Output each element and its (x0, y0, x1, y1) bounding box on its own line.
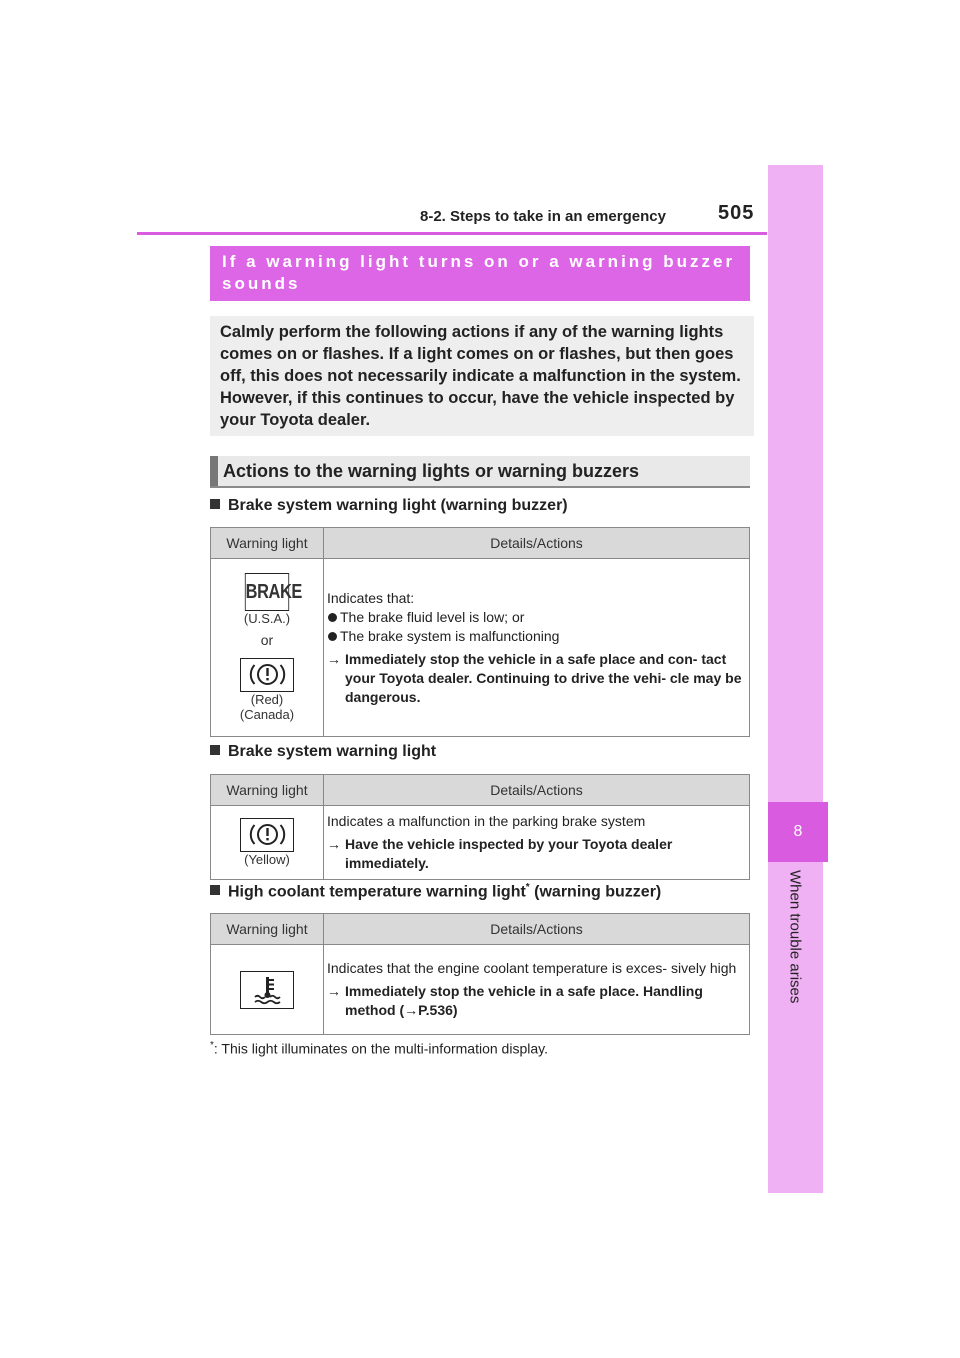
detail-action-text: Immediately stop the vehicle in a safe place. Handling method ( (345, 983, 703, 1018)
detail-action (327, 650, 745, 707)
section-heading-coolant (210, 882, 661, 901)
coolant-temperature-icon (240, 971, 294, 1009)
icon-cell (211, 559, 324, 737)
subheading (210, 456, 750, 488)
coolant-warning-table (210, 913, 750, 1035)
arrow-icon: → (327, 836, 341, 852)
header-warning-light: Warning light (211, 528, 324, 559)
brake-warning-icon: BRAKE (245, 573, 289, 611)
detail-intro: Indicates that the engine coolant temperature is exces- sively high (327, 960, 737, 976)
banner-title-line2: sounds (222, 274, 301, 293)
section-heading-text: Brake system warning light (warning buzzer) (228, 497, 568, 514)
footnote (210, 1040, 548, 1057)
details-cell (324, 559, 750, 737)
square-bullet-icon (210, 745, 220, 755)
details-cell (324, 806, 750, 880)
footnote-mark: * (210, 1040, 214, 1051)
section-heading-text: High coolant temperature warning light (228, 883, 526, 901)
subheading-text: Actions to the warning lights or warning buzzers (223, 461, 640, 481)
header-warning-light: Warning light (211, 914, 324, 945)
chapter-title (760, 870, 830, 1050)
label-or: or (260, 632, 274, 648)
footnote-marker: * (525, 882, 530, 893)
detail-intro: Indicates that: (327, 589, 415, 606)
header-warning-light: Warning light (211, 775, 324, 806)
square-bullet-icon (210, 499, 220, 509)
detail-action-text: Have the vehicle inspected by your Toyota dealer immediately. (345, 836, 673, 871)
label-usa: (U.S.A.) (243, 611, 291, 626)
detail-action (327, 982, 745, 1020)
parking-brake-table (210, 774, 750, 880)
section-banner (210, 246, 750, 301)
detail-bullet: The brake fluid level is low; or (327, 608, 745, 627)
section-heading-brake (210, 743, 436, 761)
section-heading-text: Brake system warning light (228, 743, 437, 760)
label-canada: (Canada) (239, 707, 295, 722)
page-reference-link[interactable]: P.536) (418, 1002, 458, 1018)
header-details: Details/Actions (324, 914, 750, 945)
brake-warning-table (210, 527, 750, 737)
header-rule (137, 232, 767, 235)
exclamation-circle-icon (240, 818, 294, 852)
chapter-title-text: When trouble arises (786, 870, 804, 1004)
icon-cell (211, 945, 324, 1035)
arrow-icon: → (327, 650, 341, 667)
section-heading-brake-buzzer (210, 497, 568, 515)
label-red: (Red) (250, 692, 284, 707)
intro-paragraph: Calmly perform the following actions if any of the warning lights comes on or flashes. If a light comes on or flashes, but then goes off, this does not necessarily indicate a malfunction in the system. However, if this continues to occur, have the vehicle inspected by your Toyota dealer. (210, 316, 754, 436)
detail-bullet: The brake system is malfunctioning (327, 627, 745, 646)
subheading-bar (210, 456, 218, 486)
section-heading-suffix: (warning buzzer) (529, 883, 662, 901)
arrow-icon: → (327, 983, 341, 999)
chapter-number: 8 (768, 802, 828, 862)
detail-action-text: Immediately stop the vehicle in a safe place and con- tact your Toyota dealer. Continuing to drive the vehi- cle may be dangerous. (345, 650, 742, 705)
banner-title-line1: If a warning light turns on or a warning buzzer (222, 252, 736, 271)
section-title: 8-2. Steps to take in an emergency (420, 208, 666, 225)
exclamation-circle-icon (240, 658, 294, 692)
detail-action (327, 835, 745, 873)
details-cell (324, 945, 750, 1035)
header-details: Details/Actions (324, 528, 750, 559)
footnote-text: : This light illuminates on the multi-information display. (213, 1040, 548, 1057)
icon-cell (211, 806, 324, 880)
detail-intro: Indicates a malfunction in the parking brake system (327, 813, 646, 829)
square-bullet-icon (210, 885, 220, 895)
label-yellow: (Yellow) (244, 852, 290, 867)
page-number: 505 (718, 202, 755, 224)
header-details: Details/Actions (324, 775, 750, 806)
reference-arrow-icon: → (404, 1002, 419, 1018)
